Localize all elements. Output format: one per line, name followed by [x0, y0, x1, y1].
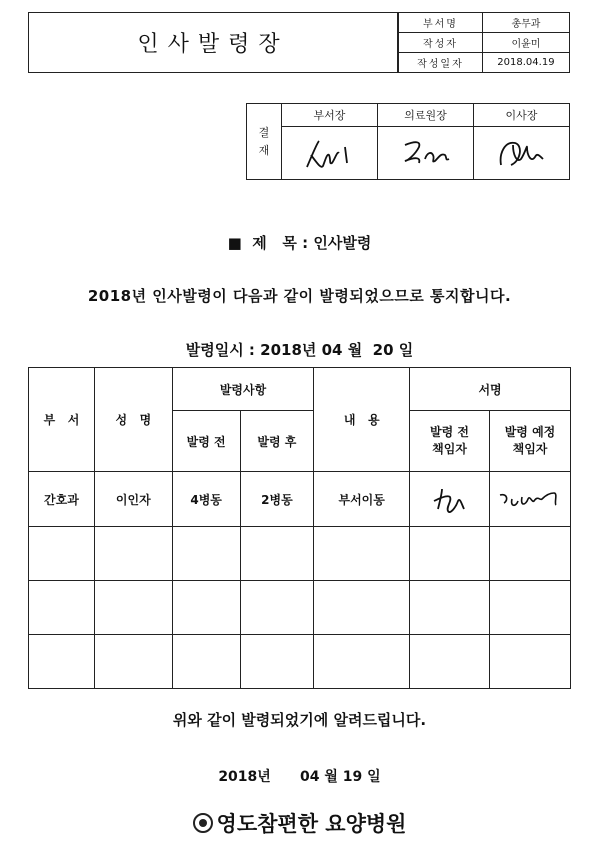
approval-signature-dept-head: [282, 127, 378, 180]
signature-icon: [487, 133, 557, 173]
empty-cell: [172, 581, 240, 635]
table-row: [29, 581, 571, 635]
hospital-name-block: [0, 808, 599, 838]
approval-signature-chairman: [474, 127, 570, 180]
meta-label-date: 작성일자: [399, 53, 483, 73]
meta-value-author: 이윤미: [482, 33, 569, 53]
cell-after: 2병동: [240, 472, 314, 527]
closing-text: 위와 같이 발령되었기에 알려드립니다.: [172, 711, 427, 729]
empty-cell: [314, 635, 410, 689]
header-after: 발령 후: [240, 411, 314, 472]
signature-icon: [295, 133, 365, 173]
issue-date: 2018년 04 월 19 일: [218, 769, 381, 785]
empty-cell: [410, 581, 490, 635]
subject-line: ■ 제 목 : 인사발령: [227, 234, 372, 252]
header-signature: 서명: [410, 368, 571, 411]
header-sign-after-line2: 책임자: [512, 442, 548, 456]
header-name: 성 명: [94, 368, 172, 472]
signature-icon: [391, 133, 461, 173]
approval-side-label-top: 결: [258, 125, 270, 139]
table-row: [29, 527, 571, 581]
approval-table: [246, 103, 570, 180]
signature-icon: [494, 479, 566, 519]
empty-cell: [490, 581, 571, 635]
header-sign-before-line1: 발령 전: [430, 425, 470, 439]
cell-content: 부서이동: [314, 472, 410, 527]
document-title: 인사발령장: [28, 12, 398, 73]
empty-cell: [29, 581, 95, 635]
cell-name: 이인자: [94, 472, 172, 527]
empty-cell: [240, 635, 314, 689]
empty-cell: [29, 527, 95, 581]
empty-cell: [490, 527, 571, 581]
header-sign-before: [410, 411, 490, 472]
order-date: 발령일시 : 2018년 04 월 20 일: [185, 341, 414, 359]
cell-before: 4병동: [172, 472, 240, 527]
meta-label-department: 부서명: [399, 13, 483, 33]
empty-cell: [410, 635, 490, 689]
cell-sign-before: [410, 472, 490, 527]
empty-cell: [240, 581, 314, 635]
header-order-matter: 발령사항: [172, 368, 314, 411]
document-meta-table: [398, 12, 570, 73]
empty-cell: [490, 635, 571, 689]
header-department: 부 서: [29, 368, 95, 472]
header-sign-after-line1: 발령 예정: [504, 425, 556, 439]
hospital-logo-icon: [193, 813, 213, 833]
empty-cell: [94, 527, 172, 581]
table-row: [29, 472, 571, 527]
empty-cell: [410, 527, 490, 581]
header-sign-after: [490, 411, 571, 472]
approval-header-director: 의료원장: [378, 104, 474, 127]
approval-side-label-bottom: 재: [258, 143, 270, 157]
meta-value-department: 총무과: [482, 13, 569, 33]
personnel-order-table: [28, 367, 571, 689]
empty-cell: [314, 527, 410, 581]
approval-header-chairman: 이사장: [474, 104, 570, 127]
hospital-name: 영도참편한 요양병원: [216, 812, 407, 836]
empty-cell: [29, 635, 95, 689]
empty-cell: [172, 635, 240, 689]
header-content: 내 용: [314, 368, 410, 472]
approval-signature-director: [378, 127, 474, 180]
empty-cell: [172, 527, 240, 581]
empty-cell: [240, 527, 314, 581]
meta-value-date: 2018.04.19: [482, 53, 569, 73]
cell-department: 간호과: [29, 472, 95, 527]
header-sign-before-line2: 책임자: [432, 442, 467, 456]
header-before: 발령 전: [172, 411, 240, 472]
empty-cell: [94, 581, 172, 635]
notice-text: 2018년 인사발령이 다음과 같이 발령되었으므로 통지합니다.: [87, 287, 512, 305]
table-row: [29, 635, 571, 689]
approval-side-label: [247, 104, 282, 180]
meta-label-author: 작성자: [399, 33, 483, 53]
empty-cell: [94, 635, 172, 689]
signature-icon: [420, 479, 480, 519]
empty-cell: [314, 581, 410, 635]
cell-sign-after: [490, 472, 571, 527]
approval-header-dept-head: 부서장: [282, 104, 378, 127]
